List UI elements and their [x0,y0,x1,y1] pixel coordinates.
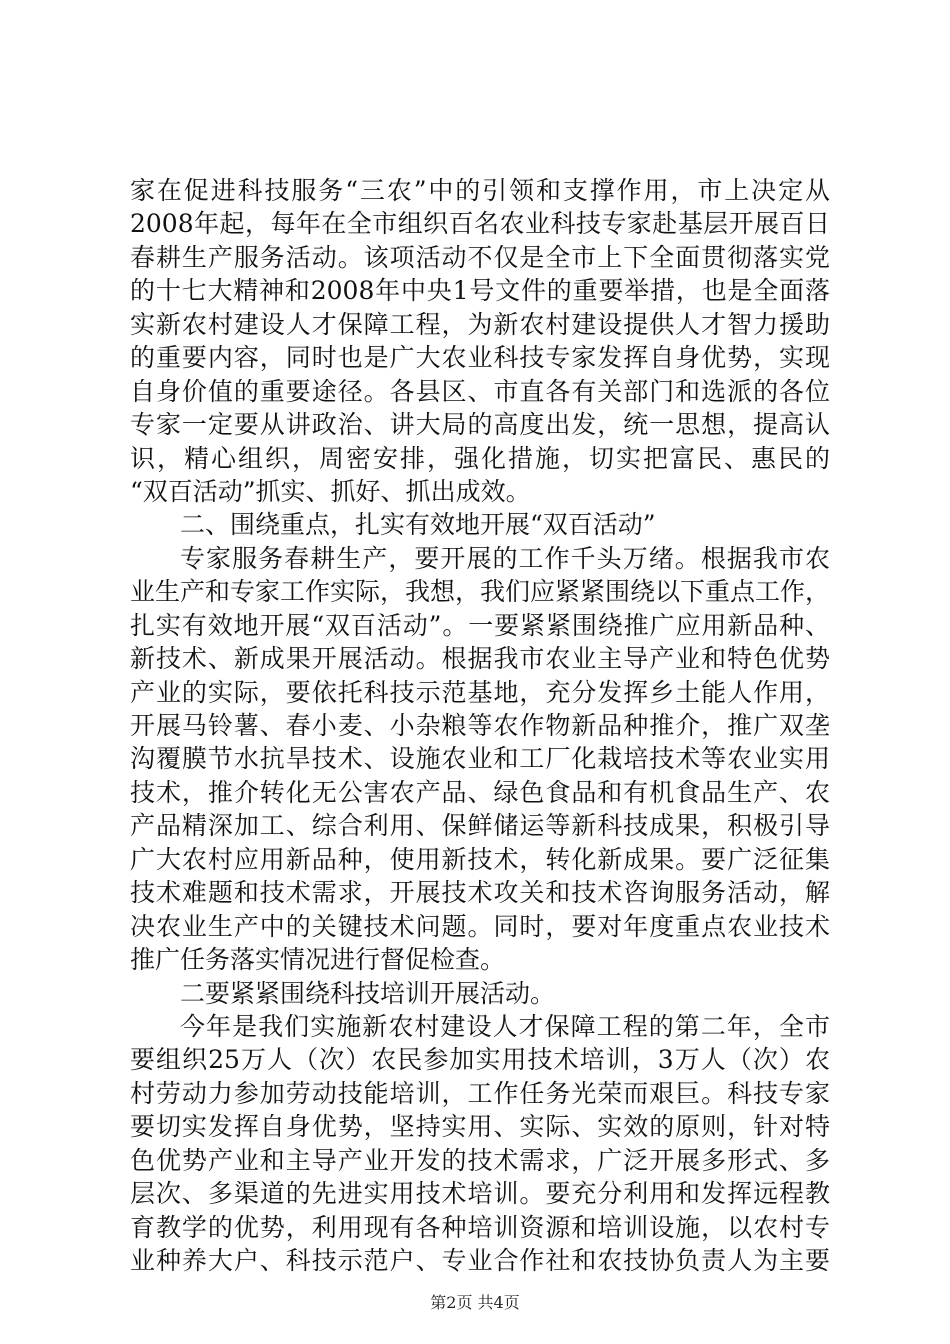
text-line: 今年是我们实施新农村建设人才保障工程的第二年，全市 [180,1011,830,1041]
text-line: 识，精心组织，周密安排，强化措施，切实把富民、惠民的 [130,443,830,473]
text-line: 业生产和专家工作实际，我想，我们应紧紧围绕以下重点工作， [130,577,831,607]
text-line: 要组织25万人（次）农民参加实用技术培训，3万人（次）农 [130,1045,830,1075]
text-line: 广大农村应用新品种，使用新技术，转化新成果。要广泛征集 [130,844,830,874]
text-line: 扎实有效地开展“双百活动”。一要紧紧围绕推广应用新品种、 [130,610,830,640]
document-body [130,174,830,1277]
text-line: 2008年起，每年在全市组织百名农业科技专家赴基层开展百日 [130,209,830,239]
text-line: 二要紧紧围绕科技培训开展活动。 [180,978,556,1008]
text-line: 二、围绕重点，扎实有效地开展“双百活动” [180,510,656,540]
text-line: 实新农村建设人才保障工程，为新农村建设提供人才智力援助 [130,309,830,339]
text-line: 技术，推介转化无公害农产品、绿色食品和有机食品生产、农 [130,777,830,807]
text-line: 推广任务落实情况进行督促检查。 [130,945,506,975]
text-line: 专家一定要从讲政治、讲大局的高度出发，统一思想，提高认 [130,410,830,440]
text-line: 春耕生产服务活动。该项活动不仅是全市上下全面贯彻落实党 [130,242,830,272]
text-line: 家在促进科技服务“三农”中的引领和支撑作用，市上决定从 [130,176,830,205]
page-footer: 第2页 共4页 [430,1293,520,1312]
text-line: 的十七大精神和2008年中央1号文件的重要举措，也是全面落 [130,276,830,306]
text-line: 色优势产业和主导产业开发的技术需求，广泛开展多形式、多 [130,1145,830,1175]
text-line: 开展马铃薯、春小麦、小杂粮等农作物新品种推介，推广双垄 [130,711,830,740]
text-line: 业种养大户、科技示范户、专业合作社和农技协负责人为主要 [130,1246,830,1275]
text-line: 专家服务春耕生产，要开展的工作千头万绪。根据我市农 [180,543,830,573]
text-line: 沟覆膜节水抗旱技术、设施农业和工厂化栽培技术等农业实用 [130,744,830,774]
text-line: 层次、多渠道的先进实用技术培训。要充分利用和发挥远程教 [130,1179,830,1209]
text-line: “双百活动”抓实、抓好、抓出成效。 [130,476,531,506]
text-line: 决农业生产中的关键技术问题。同时，要对年度重点农业技术 [130,911,830,941]
text-line: 村劳动力参加劳动技能培训，工作任务光荣而艰巨。科技专家 [130,1078,830,1108]
text-line: 技术难题和技术需求，开展技术攻关和技术咨询服务活动，解 [130,878,830,908]
text-line: 的重要内容，同时也是广大农业科技专家发挥自身优势，实现 [130,343,830,373]
text-line: 育教学的优势，利用现有各种培训资源和培训设施，以农村专 [130,1212,830,1242]
text-line: 产品精深加工、综合利用、保鲜储运等新科技成果，积极引导 [130,811,830,841]
text-line: 自身价值的重要途径。各县区、市直各有关部门和选派的各位 [130,376,830,406]
text-line: 要切实发挥自身优势，坚持实用、实际、实效的原则，针对特 [130,1112,830,1142]
text-line: 产业的实际，要依托科技示范基地，充分发挥乡土能人作用， [130,677,830,707]
text-line: 新技术、新成果开展活动。根据我市农业主导产业和特色优势 [130,644,830,674]
